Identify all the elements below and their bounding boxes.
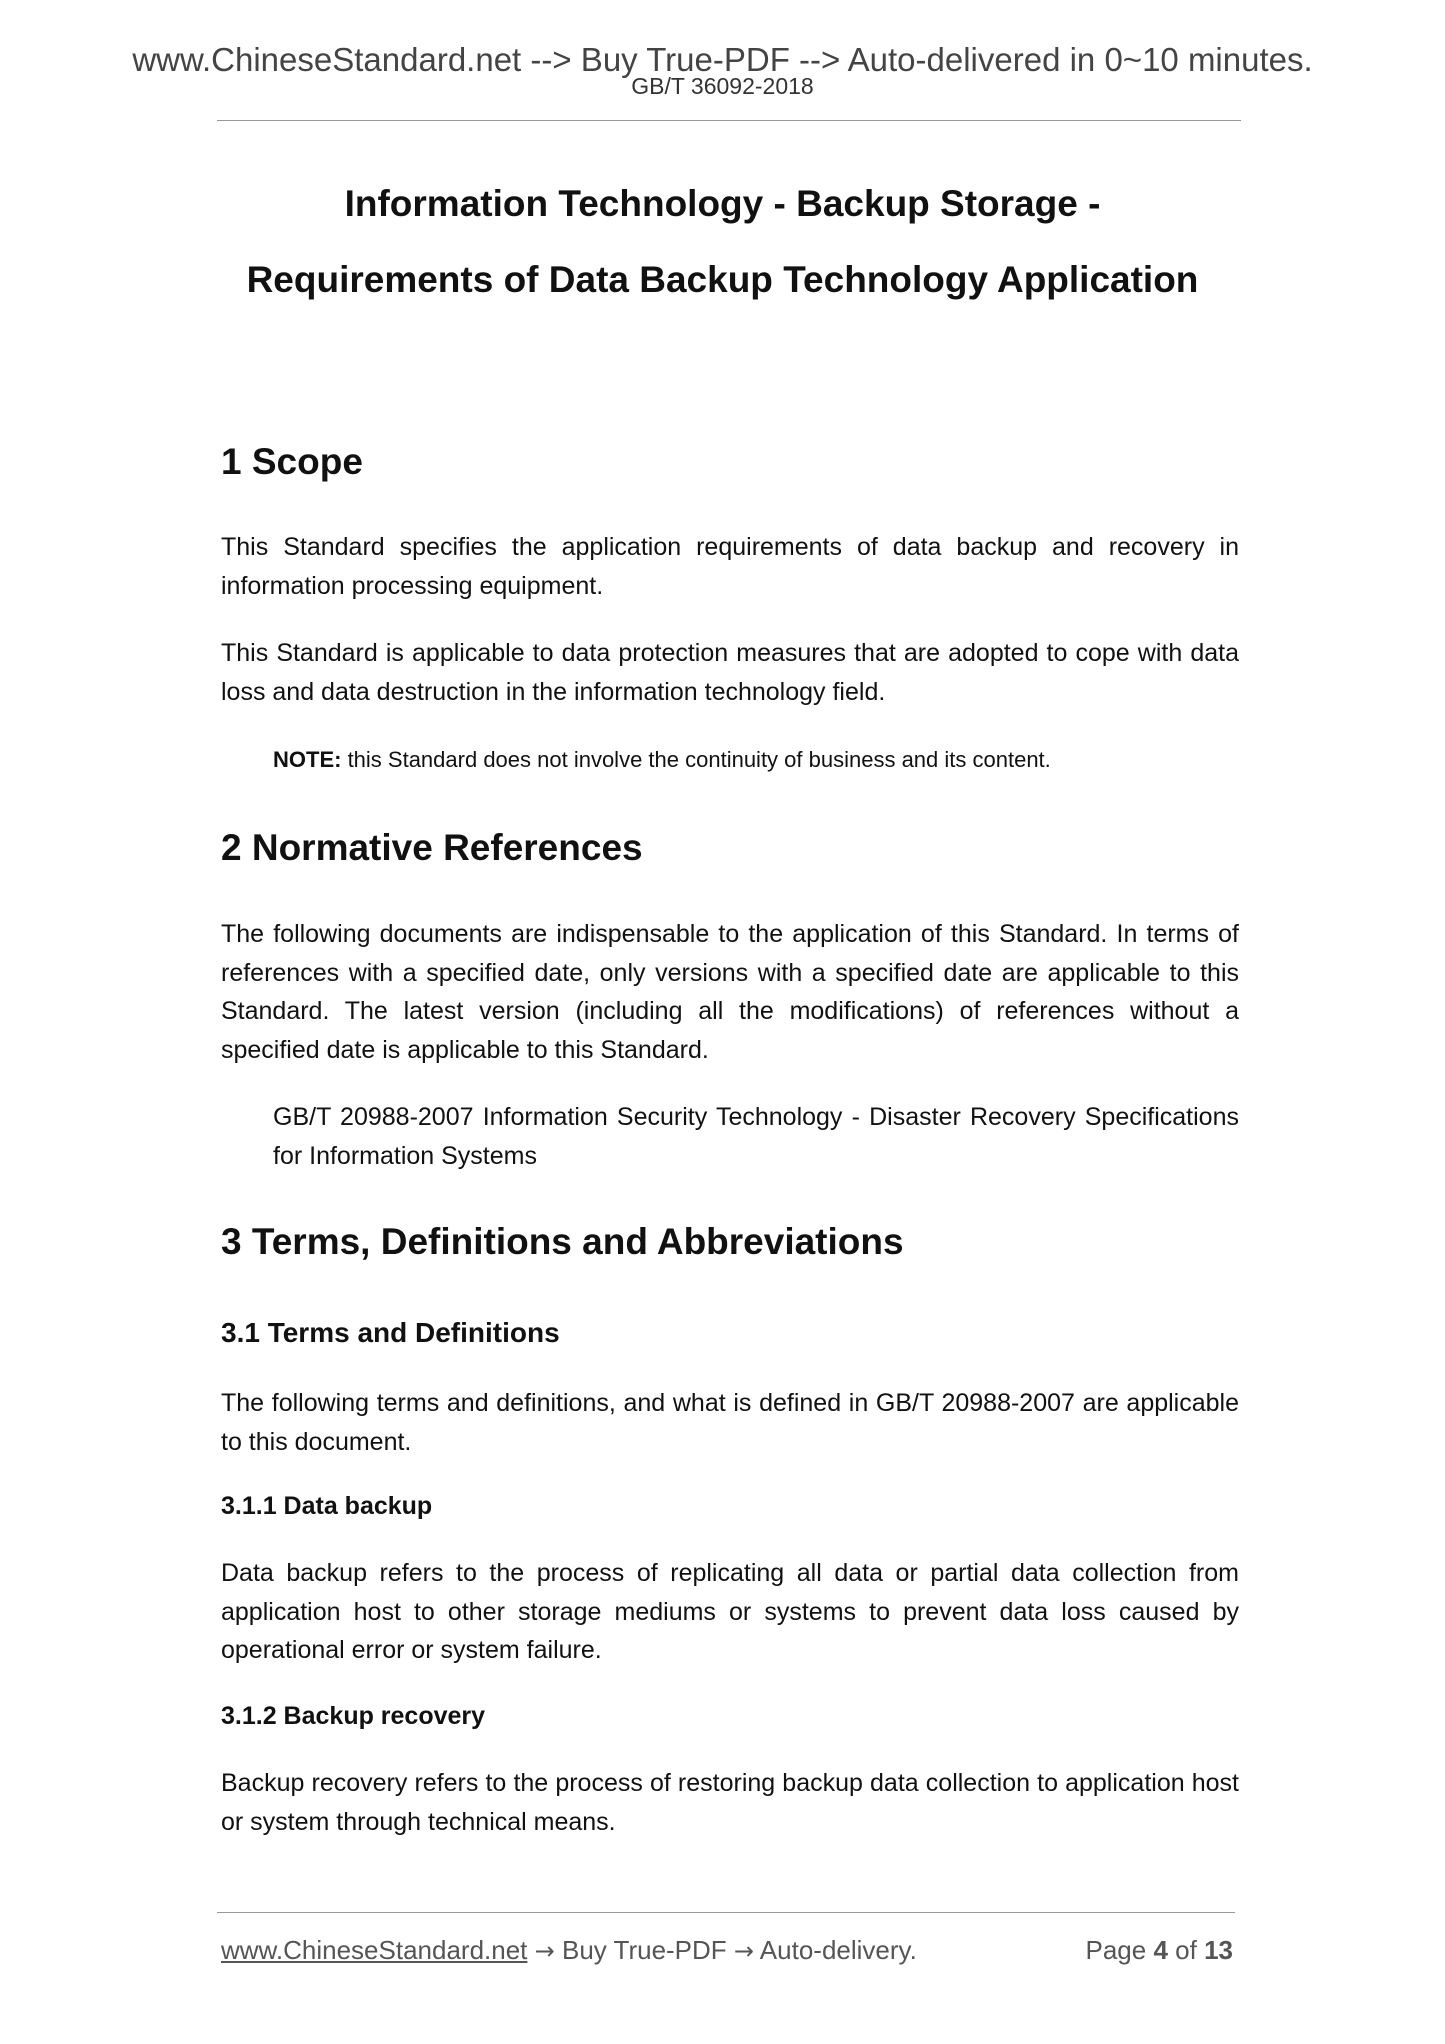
section-heading-scope: 1 Scope bbox=[221, 441, 363, 482]
scope-note bbox=[273, 745, 1051, 775]
scope-paragraph-1: This Standard specifies the application requirements of data backup and recovery in information processing equipment. bbox=[221, 533, 1239, 600]
term-heading-backup-recovery: 3.1.2 Backup recovery bbox=[221, 1702, 486, 1730]
terms-paragraph-1: The following terms and definitions, and what is defined in GB/T 20988-2007 are applicable to this document. bbox=[221, 1389, 1239, 1456]
term-definition-data-backup: Data backup refers to the process of replicating all data or partial data collection from application host to other storage mediums or systems to prevent data loss caused by operational error or system failure. bbox=[221, 1559, 1239, 1664]
footer-site-link[interactable]: www.ChineseStandard.net bbox=[221, 1935, 528, 1965]
page-label: Page bbox=[1085, 1935, 1147, 1965]
section-heading-normative-references: 2 Normative References bbox=[221, 827, 643, 868]
page-footer bbox=[221, 1930, 1233, 1970]
footer-buy-text: Buy True-PDF bbox=[554, 1935, 734, 1965]
scope-paragraph-2: This Standard is applicable to data protection measures that are adopted to cope with data loss and data destruction in the information technology field. bbox=[221, 639, 1239, 706]
subsection-heading-terms-definitions: 3.1 Terms and Definitions bbox=[221, 1317, 560, 1348]
term-definition-backup-recovery: Backup recovery refers to the process of restoring backup data collection to application host or system through technical means. bbox=[221, 1769, 1239, 1836]
document-title-line-1: Information Technology - Backup Storage - bbox=[344, 183, 1101, 224]
arrow-right-icon: → bbox=[733, 1937, 755, 1965]
normative-reference-item: GB/T 20988-2007 Information Security Technology - Disaster Recovery Specifications for Information Systems bbox=[273, 1103, 1239, 1170]
normative-paragraph-1: The following documents are indispensable to the application of this Standard. In terms of references with a specified date, only versions with a specified date are applicable to this Standard. The latest version (including all the modifications) of references without a specified date is applicable to this Standard. bbox=[221, 920, 1239, 1064]
section-heading-terms: 3 Terms, Definitions and Abbreviations bbox=[221, 1221, 904, 1262]
footer-delivery-text: Auto-delivery. bbox=[754, 1935, 917, 1965]
page-of: of bbox=[1175, 1935, 1197, 1965]
header-divider bbox=[217, 120, 1241, 121]
standard-code: GB/T 36092-2018 bbox=[631, 73, 814, 99]
page-current: 4 bbox=[1153, 1935, 1168, 1965]
arrow-right-icon: → bbox=[534, 1937, 555, 1965]
document-title-line-2: Requirements of Data Backup Technology Application bbox=[246, 259, 1199, 300]
page-total: 13 bbox=[1204, 1935, 1233, 1965]
site-banner: www.ChineseStandard.net --> Buy True-PDF --> Auto-delivered in 0~10 minutes. bbox=[132, 41, 1313, 78]
note-text: this Standard does not involve the continuity of business and its content. bbox=[341, 747, 1051, 772]
footer-divider bbox=[217, 1912, 1235, 1913]
note-label: NOTE: bbox=[273, 747, 342, 772]
footer-promo bbox=[221, 1930, 917, 1971]
page-number bbox=[1085, 1930, 1233, 1970]
term-heading-data-backup: 3.1.1 Data backup bbox=[221, 1492, 433, 1520]
